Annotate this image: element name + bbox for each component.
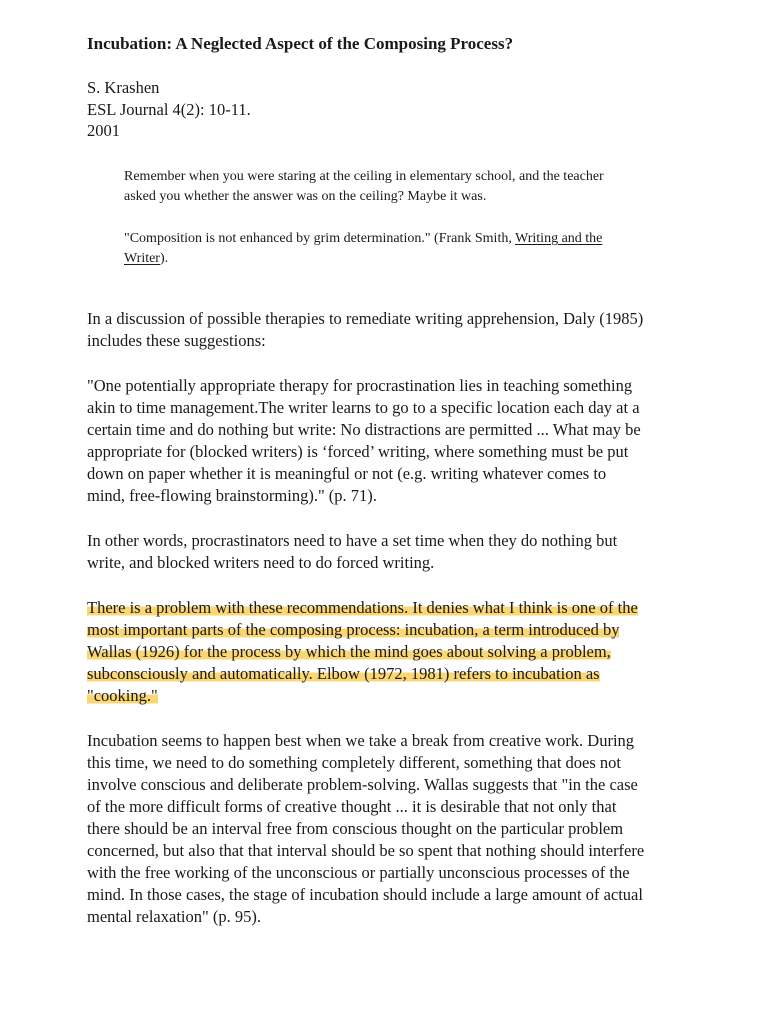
- epigraph-quote: [124, 229, 664, 268]
- highlight-span: subconsciously and automatically. Elbow (1972, 1981) refers to incubation as: [87, 664, 600, 683]
- epigraph-ceiling: [124, 167, 664, 206]
- publication-year: 2001: [87, 121, 120, 140]
- epigraph-line: asked you whether the answer was on the ceiling? Maybe it was.: [124, 188, 487, 204]
- paragraph-intro: In a discussion of possible therapies to remediate writing apprehension, Daly (1985) includes these suggestions:: [87, 309, 644, 350]
- highlight-span: most important parts of the composing process: incubation, a term introduced by: [87, 620, 620, 639]
- paragraph-other-words: In other words, procrastinators need to have a set time when they do nothing but write, and blocked writers need to do forced writing.: [87, 531, 618, 572]
- document-title: Incubation: A Neglected Aspect of the Composing Process?: [87, 34, 514, 53]
- book-title-link[interactable]: Writer: [124, 250, 160, 266]
- paragraph-highlighted: [87, 597, 687, 707]
- highlight-span: "cooking.": [87, 686, 158, 705]
- book-title-link[interactable]: Writing and the: [515, 231, 603, 246]
- document-meta: [87, 77, 251, 142]
- epigraph-quote-suffix: ).: [159, 250, 169, 266]
- paragraph-incubation: Incubation seems to happen best when we take a break from creative work. During this time, we need to do something completely different, something that does not involve conscious and deliberate problem-solving. Wallas suggests that "in the case of the more difficult forms of creative thought ... it is desirable that not only that there should be an interval free from conscious thought on the particular problem concerned, but also that that interval should be so spent that nothing should interfere with the free working of the unconscious or partially unconscious processes of the mind. In those cases, the stage of incubation should include a large amount of actual mental relaxation" (p. 95).: [87, 731, 645, 926]
- paragraph-daly-quote: "One potentially appropriate therapy for procrastination lies in teaching something akin to time management.The writer learns to go to a specific location each day at a certain time and do nothing but write: No distractions are permitted ... What may be appropriate for (blocked writers) is ‘forced’ writing, where something must be put down on paper whether it is meaningful or not (e.g. writing whatever comes to mind, free-flowing brainstorming)." (p. 71).: [87, 376, 641, 505]
- highlight-span: Wallas (1926) for the process by which the mind goes about solving a problem,: [87, 642, 611, 661]
- journal-citation: ESL Journal 4(2): 10-11.: [87, 99, 251, 119]
- epigraph-quote-text: "Composition is not enhanced by grim determination." (Frank Smith,: [124, 231, 516, 246]
- epigraph-line: Remember when you were staring at the ceiling in elementary school, and the teacher: [124, 169, 604, 184]
- author-name: S. Krashen: [87, 78, 160, 97]
- highlight-span: There is a problem with these recommendations. It denies what I think is one of the: [87, 598, 638, 617]
